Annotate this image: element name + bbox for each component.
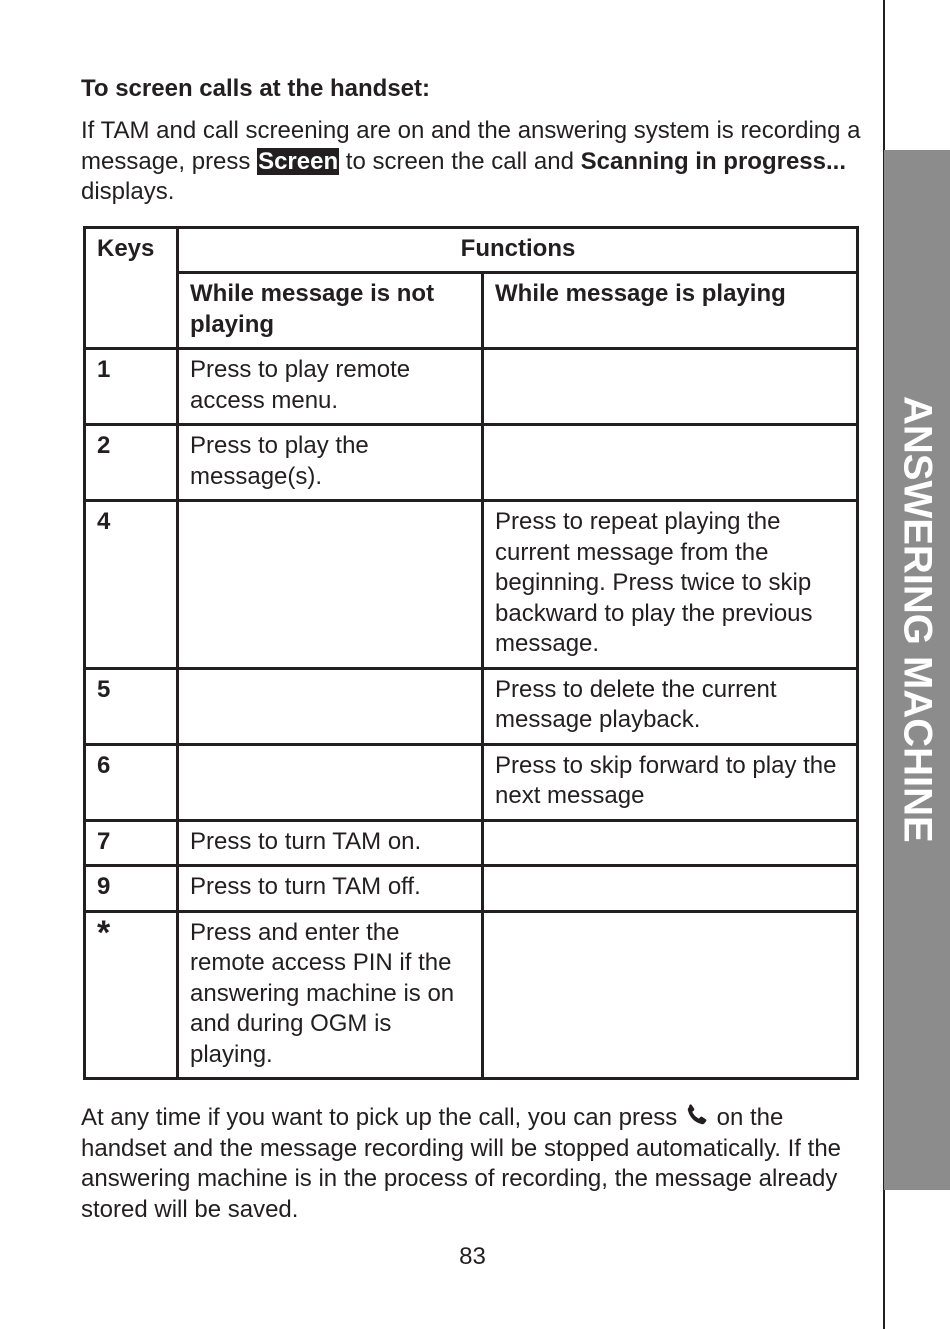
section-tab-label: ANSWERING MACHINE (895, 396, 940, 843)
table-row (85, 866, 858, 912)
row-playing (483, 866, 858, 912)
page-content (81, 70, 861, 1225)
row-key: 4 (85, 501, 178, 669)
row-not-playing: Press to turn TAM off. (178, 866, 483, 912)
phone-talk-icon (684, 1102, 710, 1128)
row-key: 1 (85, 349, 178, 425)
row-playing (483, 425, 858, 501)
scanning-message: Scanning in progress... (580, 147, 847, 175)
subheader-not-playing: While message is not playing (178, 273, 483, 349)
row-playing (483, 911, 858, 1079)
row-playing (483, 820, 858, 866)
table-row (85, 501, 858, 669)
row-key-star: * (85, 911, 178, 1079)
row-playing: Press to skip forward to play the next message (483, 744, 858, 820)
key-functions-table (83, 226, 859, 1081)
table-row (85, 668, 858, 744)
row-key: 7 (85, 820, 178, 866)
table-row (85, 820, 858, 866)
row-playing: Press to repeat playing the current message from the beginning. Press twice to skip backward to play the previous message. (483, 501, 858, 669)
row-not-playing (178, 501, 483, 669)
table-row (85, 744, 858, 820)
row-not-playing (178, 668, 483, 744)
table-row (85, 349, 858, 425)
row-not-playing (178, 744, 483, 820)
header-keys: Keys (85, 227, 178, 349)
row-key: 5 (85, 668, 178, 744)
page-number: 83 (459, 1243, 486, 1270)
outro-paragraph: At any time if you want to pick up the call, you can press on the handset and the message recording will be stopped automatically. If the answering machine is in the process of recording, the message already stored will be saved. (81, 1104, 842, 1223)
row-key: 9 (85, 866, 178, 912)
table-row (85, 911, 858, 1079)
row-not-playing: Press to turn TAM on. (178, 820, 483, 866)
section-tab (884, 150, 950, 1190)
section-heading: To screen calls at the handset: (81, 75, 430, 102)
row-key: 6 (85, 744, 178, 820)
row-key: 2 (85, 425, 178, 501)
screen-key-label: Screen (258, 147, 339, 175)
header-functions: Functions (178, 227, 858, 273)
row-not-playing: Press and enter the remote access PIN if the answering machine is on and during OGM is playing. (178, 911, 483, 1079)
row-not-playing: Press to play remote access menu. (178, 349, 483, 425)
row-playing (483, 349, 858, 425)
intro-paragraph: If TAM and call screening are on and the answering system is recording a message, press Screen to screen the call and Scanning in progress... displays. (81, 117, 861, 205)
subheader-playing: While message is playing (483, 273, 858, 349)
table-row (85, 425, 858, 501)
row-not-playing: Press to play the message(s). (178, 425, 483, 501)
row-playing: Press to delete the current message playback. (483, 668, 858, 744)
